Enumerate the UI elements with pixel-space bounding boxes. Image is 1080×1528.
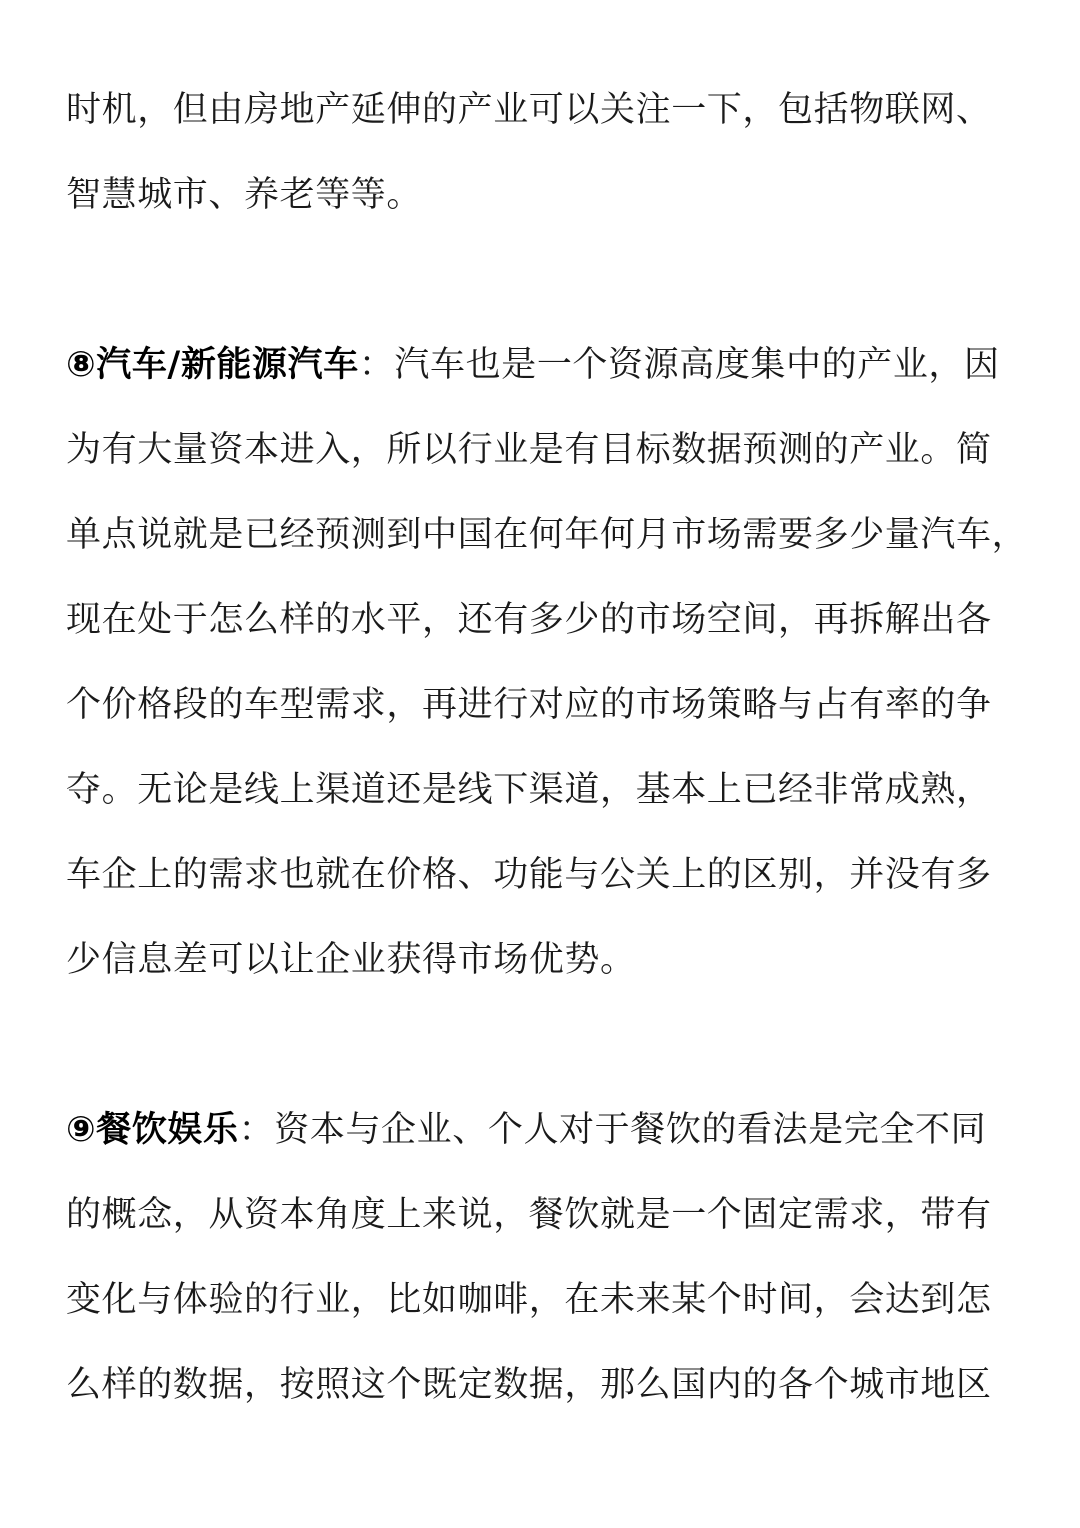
section-8-first-line: [66, 343, 1000, 387]
section-9-heading: ⑨餐饮娱乐: [66, 1110, 239, 1150]
section-8-line: 单点说就是已经预测到中国在何年何月市场需要多少量汽车，: [66, 515, 1028, 555]
section-8-heading: ⑧汽车/新能源汽车: [66, 345, 359, 385]
section-9-first-line: [66, 1108, 986, 1152]
section-9-line: 的概念，从资本角度上来说，餐饮就是一个固定需求，带有: [66, 1195, 992, 1235]
section-8-line: 个价格段的车型需求，再进行对应的市场策略与占有率的争: [66, 685, 992, 725]
section-8-line: 现在处于怎么样的水平，还有多少的市场空间，再拆解出各: [66, 600, 992, 640]
section-8-line: 车企上的需求也就在价格、功能与公关上的区别，并没有多: [66, 855, 992, 895]
intro-line-2: 智慧城市、养老等等。: [66, 175, 423, 215]
section-8-line: 夺。无论是线上渠道还是线下渠道，基本上已经非常成熟，: [66, 770, 992, 810]
section-8-line: 少信息差可以让企业获得市场优势。: [66, 940, 636, 980]
section-9-first-line-text: ：资本与企业、个人对于餐饮的看法是完全不同: [238, 1110, 987, 1150]
section-8-first-line-text: ：汽车也是一个资源高度集中的产业，因: [358, 345, 1000, 385]
section-9-line: 么样的数据，按照这个既定数据，那么国内的各个城市地区: [66, 1365, 992, 1405]
intro-line-1: 时机，但由房地产延伸的产业可以关注一下，包括物联网、: [66, 90, 992, 130]
section-8-line: 为有大量资本进入，所以行业是有目标数据预测的产业。简: [66, 430, 992, 470]
section-9-line: 变化与体验的行业，比如咖啡，在未来某个时间，会达到怎: [66, 1280, 992, 1320]
